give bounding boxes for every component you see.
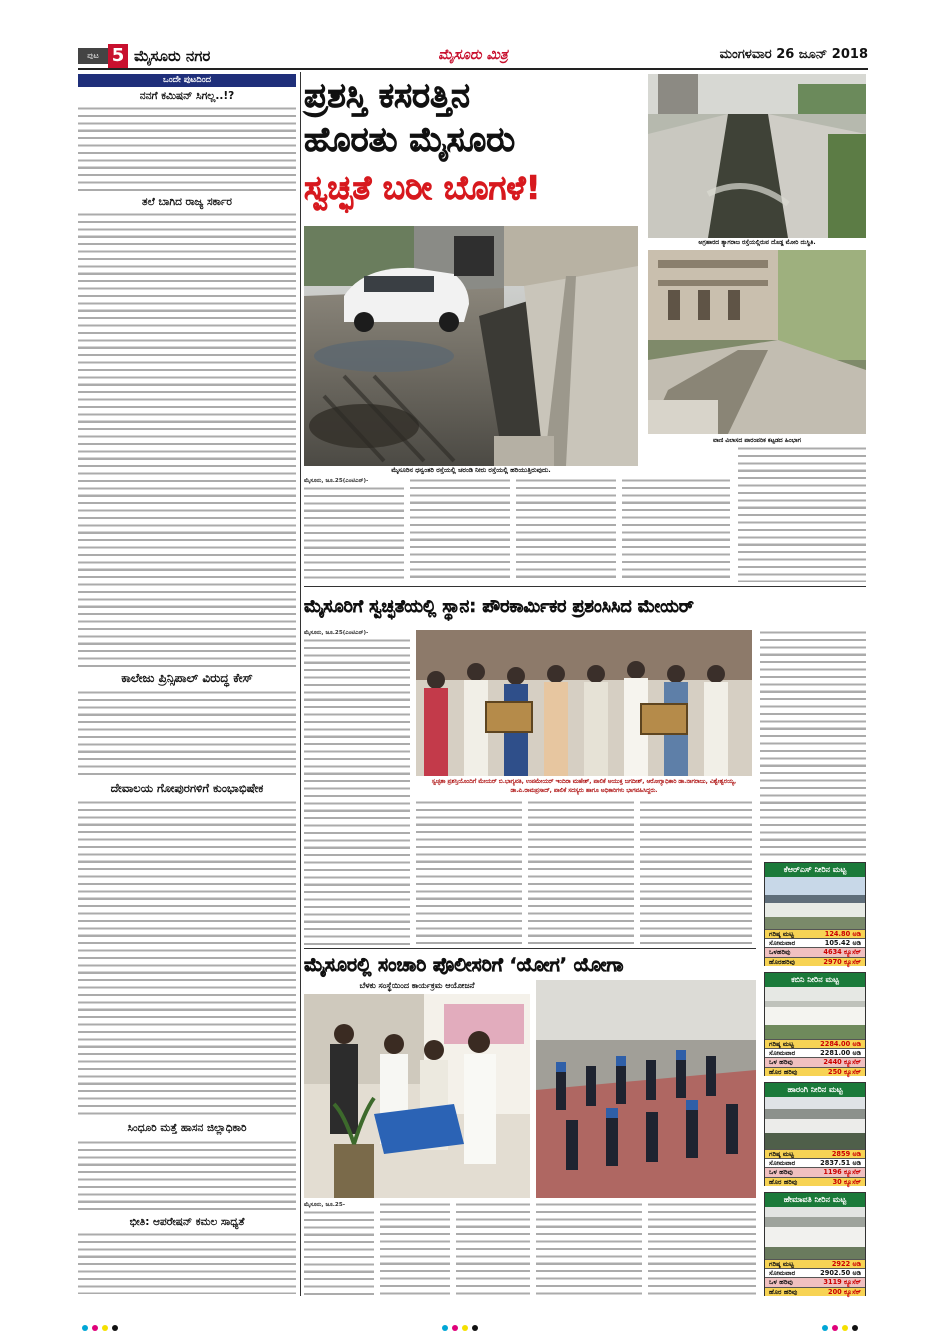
yoga-inauguration-illustration xyxy=(304,994,530,1198)
mayor-award-photo xyxy=(416,630,752,776)
issue-date: ಮಂಗಳವಾರ 26 ಜೂನ್ 2018 xyxy=(719,47,868,62)
dam-photo xyxy=(765,1097,865,1149)
lead-right-photo-top xyxy=(648,74,866,238)
left-heading-6: ಭೀತಿ: ಆಪರೇಷನ್ ಕಮಲ ಸಾಧ್ಯತೆ xyxy=(129,1216,245,1228)
yoga-headline: ಮೈಸೂರಲ್ಲಿ ಸಂಚಾರಿ ಪೊಲೀಸರಿಗೆ ‘ಯೋಗ’ ಯೋಗಾ xyxy=(304,954,624,976)
yoga-body-col2 xyxy=(380,1202,450,1298)
lead-headline xyxy=(304,74,642,226)
reservoir-title: ಹಾರಂಗಿ ನೀರಿನ ಮಟ್ಟ xyxy=(765,1083,865,1097)
yoga-photo-left xyxy=(304,994,530,1198)
lead-main-photo-caption: ಮೈಸೂರಿನ ಧನ್ವಂತರಿ ರಸ್ತೆಯಲ್ಲಿ ಚರಂಡಿ ನೀರು ರಸ್ತೆಯಲ್ಲಿ ಹರಿಯುತ್ತಿರುವುದು. xyxy=(391,466,551,474)
lead-main-photo xyxy=(304,226,638,466)
dam-photo xyxy=(765,1207,865,1259)
masthead xyxy=(78,44,868,68)
mayor-body-col4 xyxy=(640,800,752,946)
lead-body-right xyxy=(738,446,866,582)
left-heading-1: ನನಗೆ ಕಮಿಷನ್ ಸಿಗಲ್ಲ..!? xyxy=(139,90,235,102)
left-body-3 xyxy=(78,690,296,780)
lead-right-photo-top-caption: ಅಗ್ರಹಾರದ ತ್ಯಾಗರಾಜ ರಸ್ತೆಯಲ್ಲಿರುವ ದೊಡ್ಡ ಮೋರಿ ದುಸ್ಥಿತಿ. xyxy=(698,239,816,246)
left-body-5 xyxy=(78,1140,296,1212)
mayor-body-col2 xyxy=(416,800,522,946)
reservoir-row: ಒಳ ಹರಿವು 2440 ಕ್ಯೂಸೆಕ್ xyxy=(765,1057,865,1066)
reservoir-row: ಒಳ ಹರಿವು 1196 ಕ್ಯೂಸೆಕ್ xyxy=(765,1167,865,1176)
reservoir-krs xyxy=(764,862,866,966)
reservoir-title: ಹೇಮಾವತಿ ನೀರಿನ ಮಟ್ಟ xyxy=(765,1193,865,1207)
registration-marks-left xyxy=(80,1316,120,1335)
page-label: ಪುಟ xyxy=(78,48,108,64)
canal-illustration-2 xyxy=(648,250,866,434)
lead-headline-line2: ಹೊರತು ಮೈಸೂರು xyxy=(304,120,516,160)
award-ceremony-illustration xyxy=(416,630,752,776)
reservoir-title: ಕಬಿನಿ ನೀರಿನ ಮಟ್ಟ xyxy=(765,973,865,987)
lead-body-col1 xyxy=(304,486,404,582)
page-number: 5 xyxy=(108,44,128,68)
left-body-1 xyxy=(78,106,296,192)
reservoir-kabini xyxy=(764,972,866,1076)
mayor-headline: ಮೈಸೂರಿಗೆ ಸ್ವಚ್ಛತೆಯಲ್ಲಿ ಸ್ಥಾನ: ಪೌರಕಾರ್ಮಿಕರ ಪ್ರಶಂಸಿಸಿದ ಮೇಯರ್ xyxy=(304,597,694,617)
reservoir-row: ಗರಿಷ್ಠ ಮಟ್ಟ 2859 ಅಡಿ xyxy=(765,1149,865,1158)
yoga-subheadline: ಬೆಳಕು ಸಂಸ್ಥೆಯಿಂದ ಕಾರ್ಯಕ್ರಮ ಆಯೋಜನೆ xyxy=(359,981,475,990)
lead-right-photo-bottom-caption: ವಾಣಿ ವಿಲಾಸದ ಪಾರಂಪರಿಕ ಕಟ್ಟಡದ ಹಿಂಭಾಗ xyxy=(712,437,801,444)
reservoir-row: ಗರಿಷ್ಠ ಮಟ್ಟ 124.80 ಅಡಿ xyxy=(765,929,865,938)
reservoir-row: ಹೊರ ಹರಿವು 200 ಕ್ಯೂಸೆಕ್ xyxy=(765,1287,865,1296)
mayor-photo-caption: ಸ್ವಚ್ಛತಾ ಪ್ರಶಸ್ತಿಯೊಂದಿಗೆ ಮೇಯರ್ ಬಿ.ಭಾಗ್ಯವತಿ, ಉಪಮೇಯರ್ ಇಂದಿರಾ ಮಹೇಶ್, ಪಾಲಿಕೆ ಆಯುಕ್ತ ಜಗದೀಶ್, ಆರೋಗ್ಯಾಧಿಕಾರಿ ಡಾ.ನಾಗರಾಜು, ವಿಶ್ವೇಶ್ವರಯ್ಯ, ಡಾ.ಪಿ.ರಾಮಪ್ರಸಾದ್, ಪಾಲಿಕೆ ಸದಸ್ಯರು ಹಾಗೂ ಅಧಿಕಾರಿಗಳು ಭಾಗವಹಿಸಿದ್ದರು. xyxy=(431,779,737,794)
reservoir-row: ಗರಿಷ್ಠ ಮಟ್ಟ 2922 ಅಡಿ xyxy=(765,1259,865,1268)
lead-right-photo-bottom xyxy=(648,250,866,434)
reservoir-row: ಹೊರ ಹರಿವು 30 ಕ್ಯೂಸೆಕ್ xyxy=(765,1177,865,1186)
dam-photo xyxy=(765,877,865,929)
lead-body-col2 xyxy=(410,478,510,582)
section-name: ಮೈಸೂರು ನಗರ xyxy=(134,47,211,65)
reservoir-title: ಕೆಆರ್‌ಎಸ್ ನೀರಿನ ಮಟ್ಟ xyxy=(765,863,865,877)
story-separator-2 xyxy=(304,948,756,949)
reservoir-row: ಸೋಮವಾರ 2281.00 ಅಡಿ xyxy=(765,1048,865,1057)
reservoir-row: ಸೋಮವಾರ 2837.51 ಅಡಿ xyxy=(765,1158,865,1167)
dam-photo xyxy=(765,987,865,1039)
left-heading-4: ದೇವಾಲಯ ಗೋಪುರಗಳಿಗೆ ಕುಂಭಾಭಿಷೇಕ xyxy=(110,781,264,795)
continued-banner: ಒಂದೇ ಪುಟದಿಂದ xyxy=(78,74,296,87)
left-column xyxy=(78,72,296,1298)
yoga-body-right xyxy=(648,1202,756,1298)
registration-marks-center xyxy=(440,1316,480,1335)
yoga-body-col1 xyxy=(304,1210,374,1298)
reservoir-row: ಒಳ ಹರಿವು 3119 ಕ್ಯೂಸೆಕ್ xyxy=(765,1277,865,1286)
column-divider xyxy=(300,72,301,1296)
reservoir-row: ಹೊರಹರಿವು 2970 ಕ್ಯೂಸೆಕ್ xyxy=(765,957,865,966)
reservoir-row: ಒಳಹರಿವು 4634 ಕ್ಯೂಸೆಕ್ xyxy=(765,947,865,956)
reservoir-harangi xyxy=(764,1082,866,1186)
reservoir-row: ಸೋಮವಾರ 105.42 ಅಡಿ xyxy=(765,938,865,947)
lead-dateline: ಮೈಸೂರು, ಜೂ.25(ಎಂಟಿಎನ್)- xyxy=(304,478,369,484)
yoga-session-illustration xyxy=(536,980,756,1198)
left-heading-2: ತಲೆ ಬಾಗಿದ ರಾಜ್ಯ ಸರ್ಕಾರ xyxy=(142,196,232,208)
reservoir-row: ಸೋಮವಾರ 2902.50 ಅಡಿ xyxy=(765,1268,865,1277)
story-separator-1 xyxy=(304,586,866,587)
left-body-4 xyxy=(78,800,296,1118)
reservoir-hemavathi xyxy=(764,1192,866,1296)
mayor-body-col3 xyxy=(528,800,634,946)
lead-body-col3 xyxy=(516,478,616,582)
lead-headline-line1: ಪ್ರಶಸ್ತಿ ಕಸರತ್ತಿನ xyxy=(304,76,470,116)
mayor-dateline: ಮೈಸೂರು, ಜೂ.25(ಎಂಟಿಎನ್)- xyxy=(304,630,369,636)
lead-body-col4 xyxy=(622,478,730,582)
masthead-rule xyxy=(78,68,868,70)
yoga-body-col3 xyxy=(456,1202,530,1298)
reservoir-row: ಗರಿಷ್ಠ ಮಟ್ಟ 2284.00 ಅಡಿ xyxy=(765,1039,865,1048)
left-body-6 xyxy=(78,1232,296,1294)
yoga-body-col4 xyxy=(536,1202,642,1298)
mayor-body-right xyxy=(760,630,866,858)
left-heading-5: ಸಿಂಧೂರಿ ಮತ್ತೆ ಹಾಸನ ಜಿಲ್ಲಾಧಿಕಾರಿ xyxy=(127,1122,247,1134)
street-drain-illustration xyxy=(304,226,638,466)
left-body-2 xyxy=(78,212,296,668)
registration-marks-right xyxy=(820,1316,860,1335)
yoga-dateline: ಮೈಸೂರು, ಜೂ.25- xyxy=(304,1202,346,1208)
mayor-body-left xyxy=(304,638,410,946)
canal-illustration-1 xyxy=(648,74,866,238)
reservoir-row: ಹೊರ ಹರಿವು 250 ಕ್ಯೂಸೆಕ್ xyxy=(765,1067,865,1076)
left-heading-3: ಕಾಲೇಜು ಪ್ರಿನ್ಸಿಪಾಲ್ ವಿರುದ್ಧ ಕೇಸ್ xyxy=(121,671,253,685)
reservoir-panel xyxy=(764,862,866,1298)
yoga-photo-right xyxy=(536,980,756,1198)
paper-name: ಮೈಸೂರು ಮಿತ್ರ xyxy=(438,47,508,63)
lead-headline-line3: ಸ್ವಚ್ಛತೆ ಬರೀ ಬೊಗಳೆ! xyxy=(304,168,541,207)
